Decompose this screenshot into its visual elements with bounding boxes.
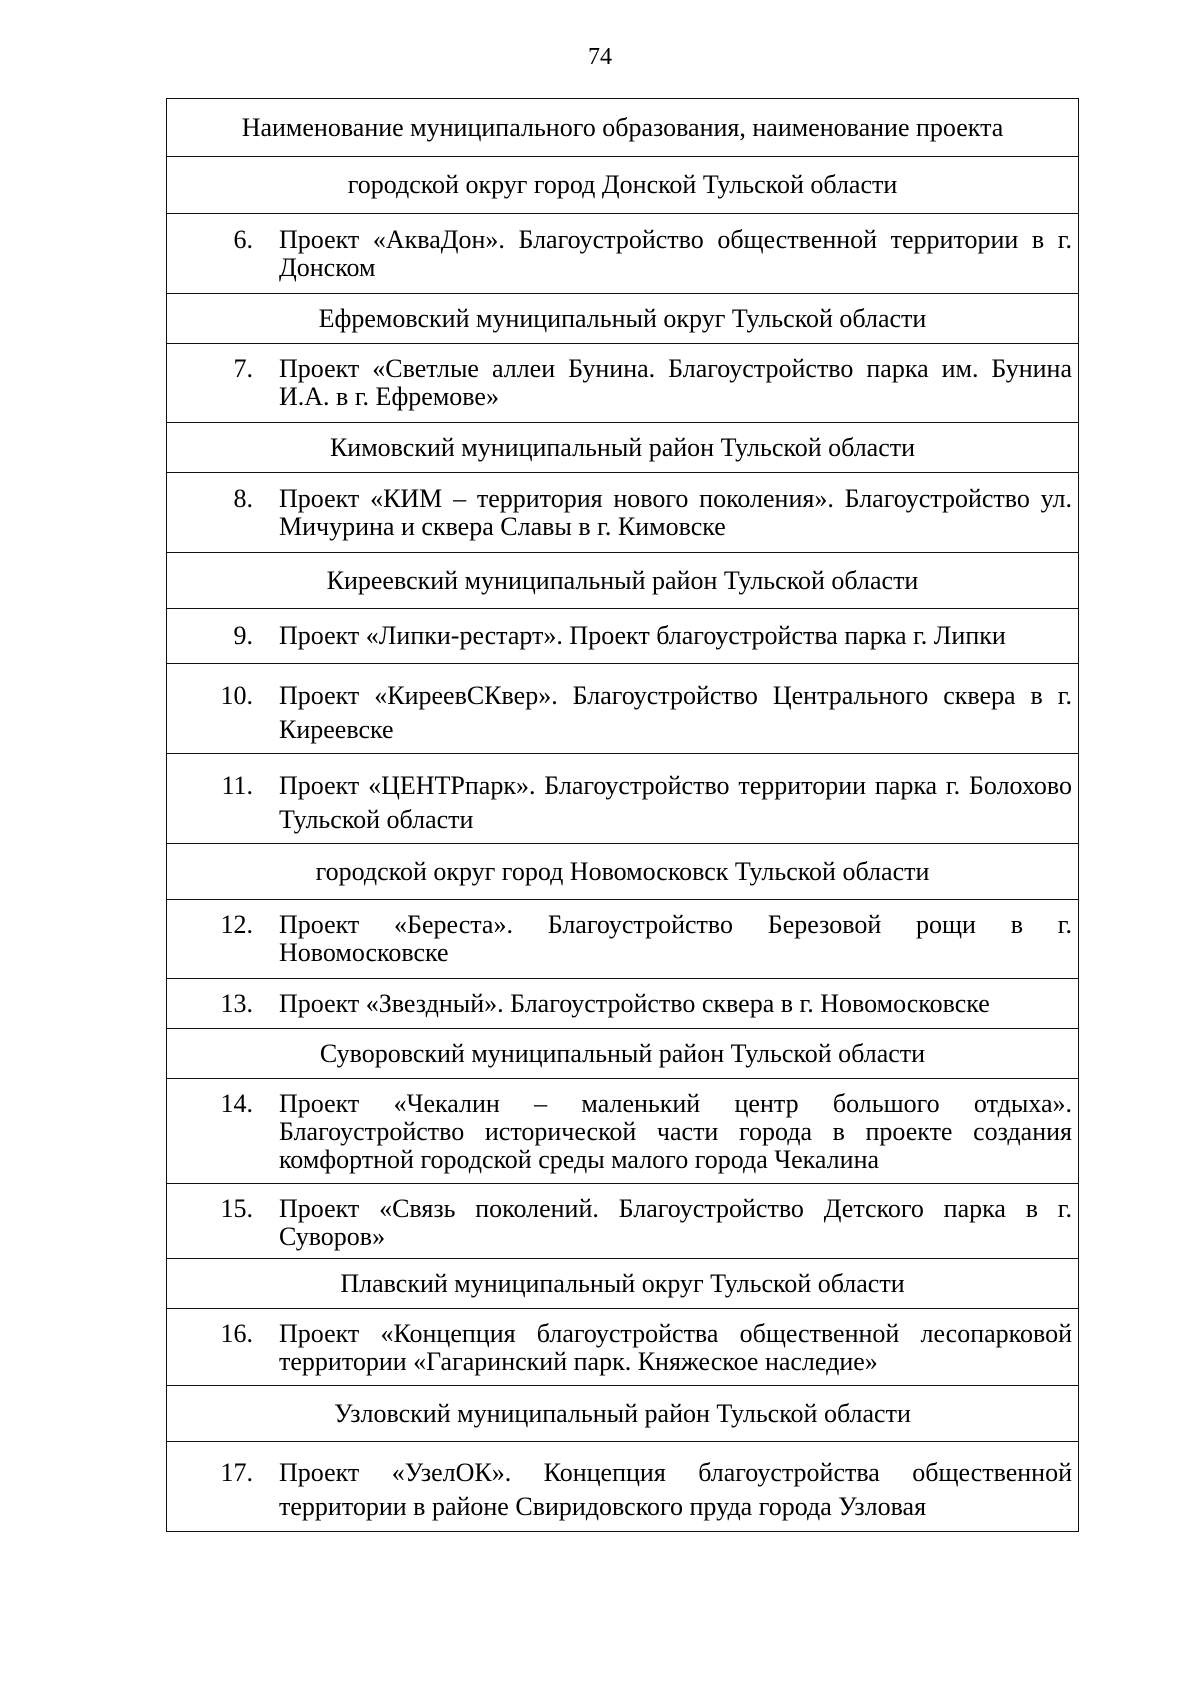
- item-number: 17.: [220, 1458, 253, 1487]
- item-text: Проект «Липки-рестарт». Проект благоустройства парка г. Липки: [279, 621, 1006, 650]
- item-text: Проект «Концепция благоустройства общественной лесопарковой территории «Гагаринский парк. Княжеское наследие»: [279, 1319, 1072, 1376]
- table-row: [167, 472, 1078, 552]
- table-row: [167, 1078, 1078, 1183]
- projects-table: [166, 98, 1079, 1532]
- item-text: Проект «Звездный». Благоустройство сквера в г. Новомосковске: [279, 988, 990, 1018]
- group-row: Суворовский муниципальный район Тульской области: [167, 1028, 1078, 1078]
- table-row: [167, 1441, 1078, 1531]
- group-row: Киреевский муниципальный район Тульской области: [167, 552, 1078, 608]
- group-row: Плавский муниципальный округ Тульской области: [167, 1258, 1078, 1308]
- item-text: Проект «Связь поколений. Благоустройство Детского парка в г. Суворов»: [279, 1194, 1072, 1251]
- item-text: Проект «УзелОК». Концепция благоустройства общественной территории в районе Свиридовского пруда города Узловая: [279, 1458, 1072, 1521]
- item-number: 16.: [220, 1319, 253, 1348]
- group-row: городской округ город Донской Тульской области: [167, 156, 1078, 213]
- item-number: 13.: [220, 988, 253, 1018]
- table-header: Наименование муниципального образования, наименование проекта: [241, 112, 1004, 142]
- group-row: Кимовский муниципальный район Тульской области: [167, 422, 1078, 472]
- item-text: Проект «Светлые аллеи Бунина. Благоустройство парка им. Бунина И.А. в г. Ефремове»: [279, 354, 1072, 411]
- item-text: Проект «Береста». Благоустройство Березовой рощи в г. Новомосковске: [279, 910, 1072, 967]
- item-number: 12.: [220, 910, 253, 939]
- table-row: [167, 663, 1078, 753]
- item-text: Проект «Чекалин – маленький центр большого отдыха». Благоустройство исторической части города в проекте создания комфортной городской среды малого города Чекалина: [279, 1089, 1072, 1174]
- group-row: городской округ город Новомосковск Тульской области: [167, 843, 1078, 899]
- item-number: 10.: [220, 681, 253, 710]
- item-text: Проект «КиреевСКвер». Благоустройство Центрального сквера в г. Киреевске: [279, 681, 1072, 744]
- table-row: [167, 213, 1078, 293]
- item-number: 15.: [220, 1194, 253, 1223]
- table-row: [167, 1308, 1078, 1385]
- item-number: 7.: [233, 354, 253, 383]
- item-number: 8.: [233, 484, 253, 513]
- item-text: Проект «АкваДон». Благоустройство общественной территории в г. Донском: [279, 225, 1072, 282]
- table-row: [167, 899, 1078, 978]
- item-number: 6.: [233, 225, 253, 254]
- table-row: [167, 343, 1078, 422]
- item-text: Проект «КИМ – территория нового поколения». Благоустройство ул. Мичурина и сквера Славы в г. Кимовске: [279, 484, 1072, 541]
- table-row: [167, 608, 1078, 663]
- page-number: 74: [588, 44, 612, 70]
- table-row: [167, 978, 1078, 1028]
- item-text: Проект «ЦЕНТРпарк». Благоустройство территории парка г. Болохово Тульской области: [279, 771, 1072, 834]
- table-row: [167, 753, 1078, 843]
- group-row: Ефремовский муниципальный округ Тульской области: [167, 293, 1078, 343]
- group-row: Узловский муниципальный район Тульской области: [167, 1385, 1078, 1441]
- item-number: 14.: [220, 1089, 253, 1118]
- table-row: [167, 1183, 1078, 1258]
- item-number: 9.: [233, 621, 253, 650]
- item-number: 11.: [221, 771, 253, 800]
